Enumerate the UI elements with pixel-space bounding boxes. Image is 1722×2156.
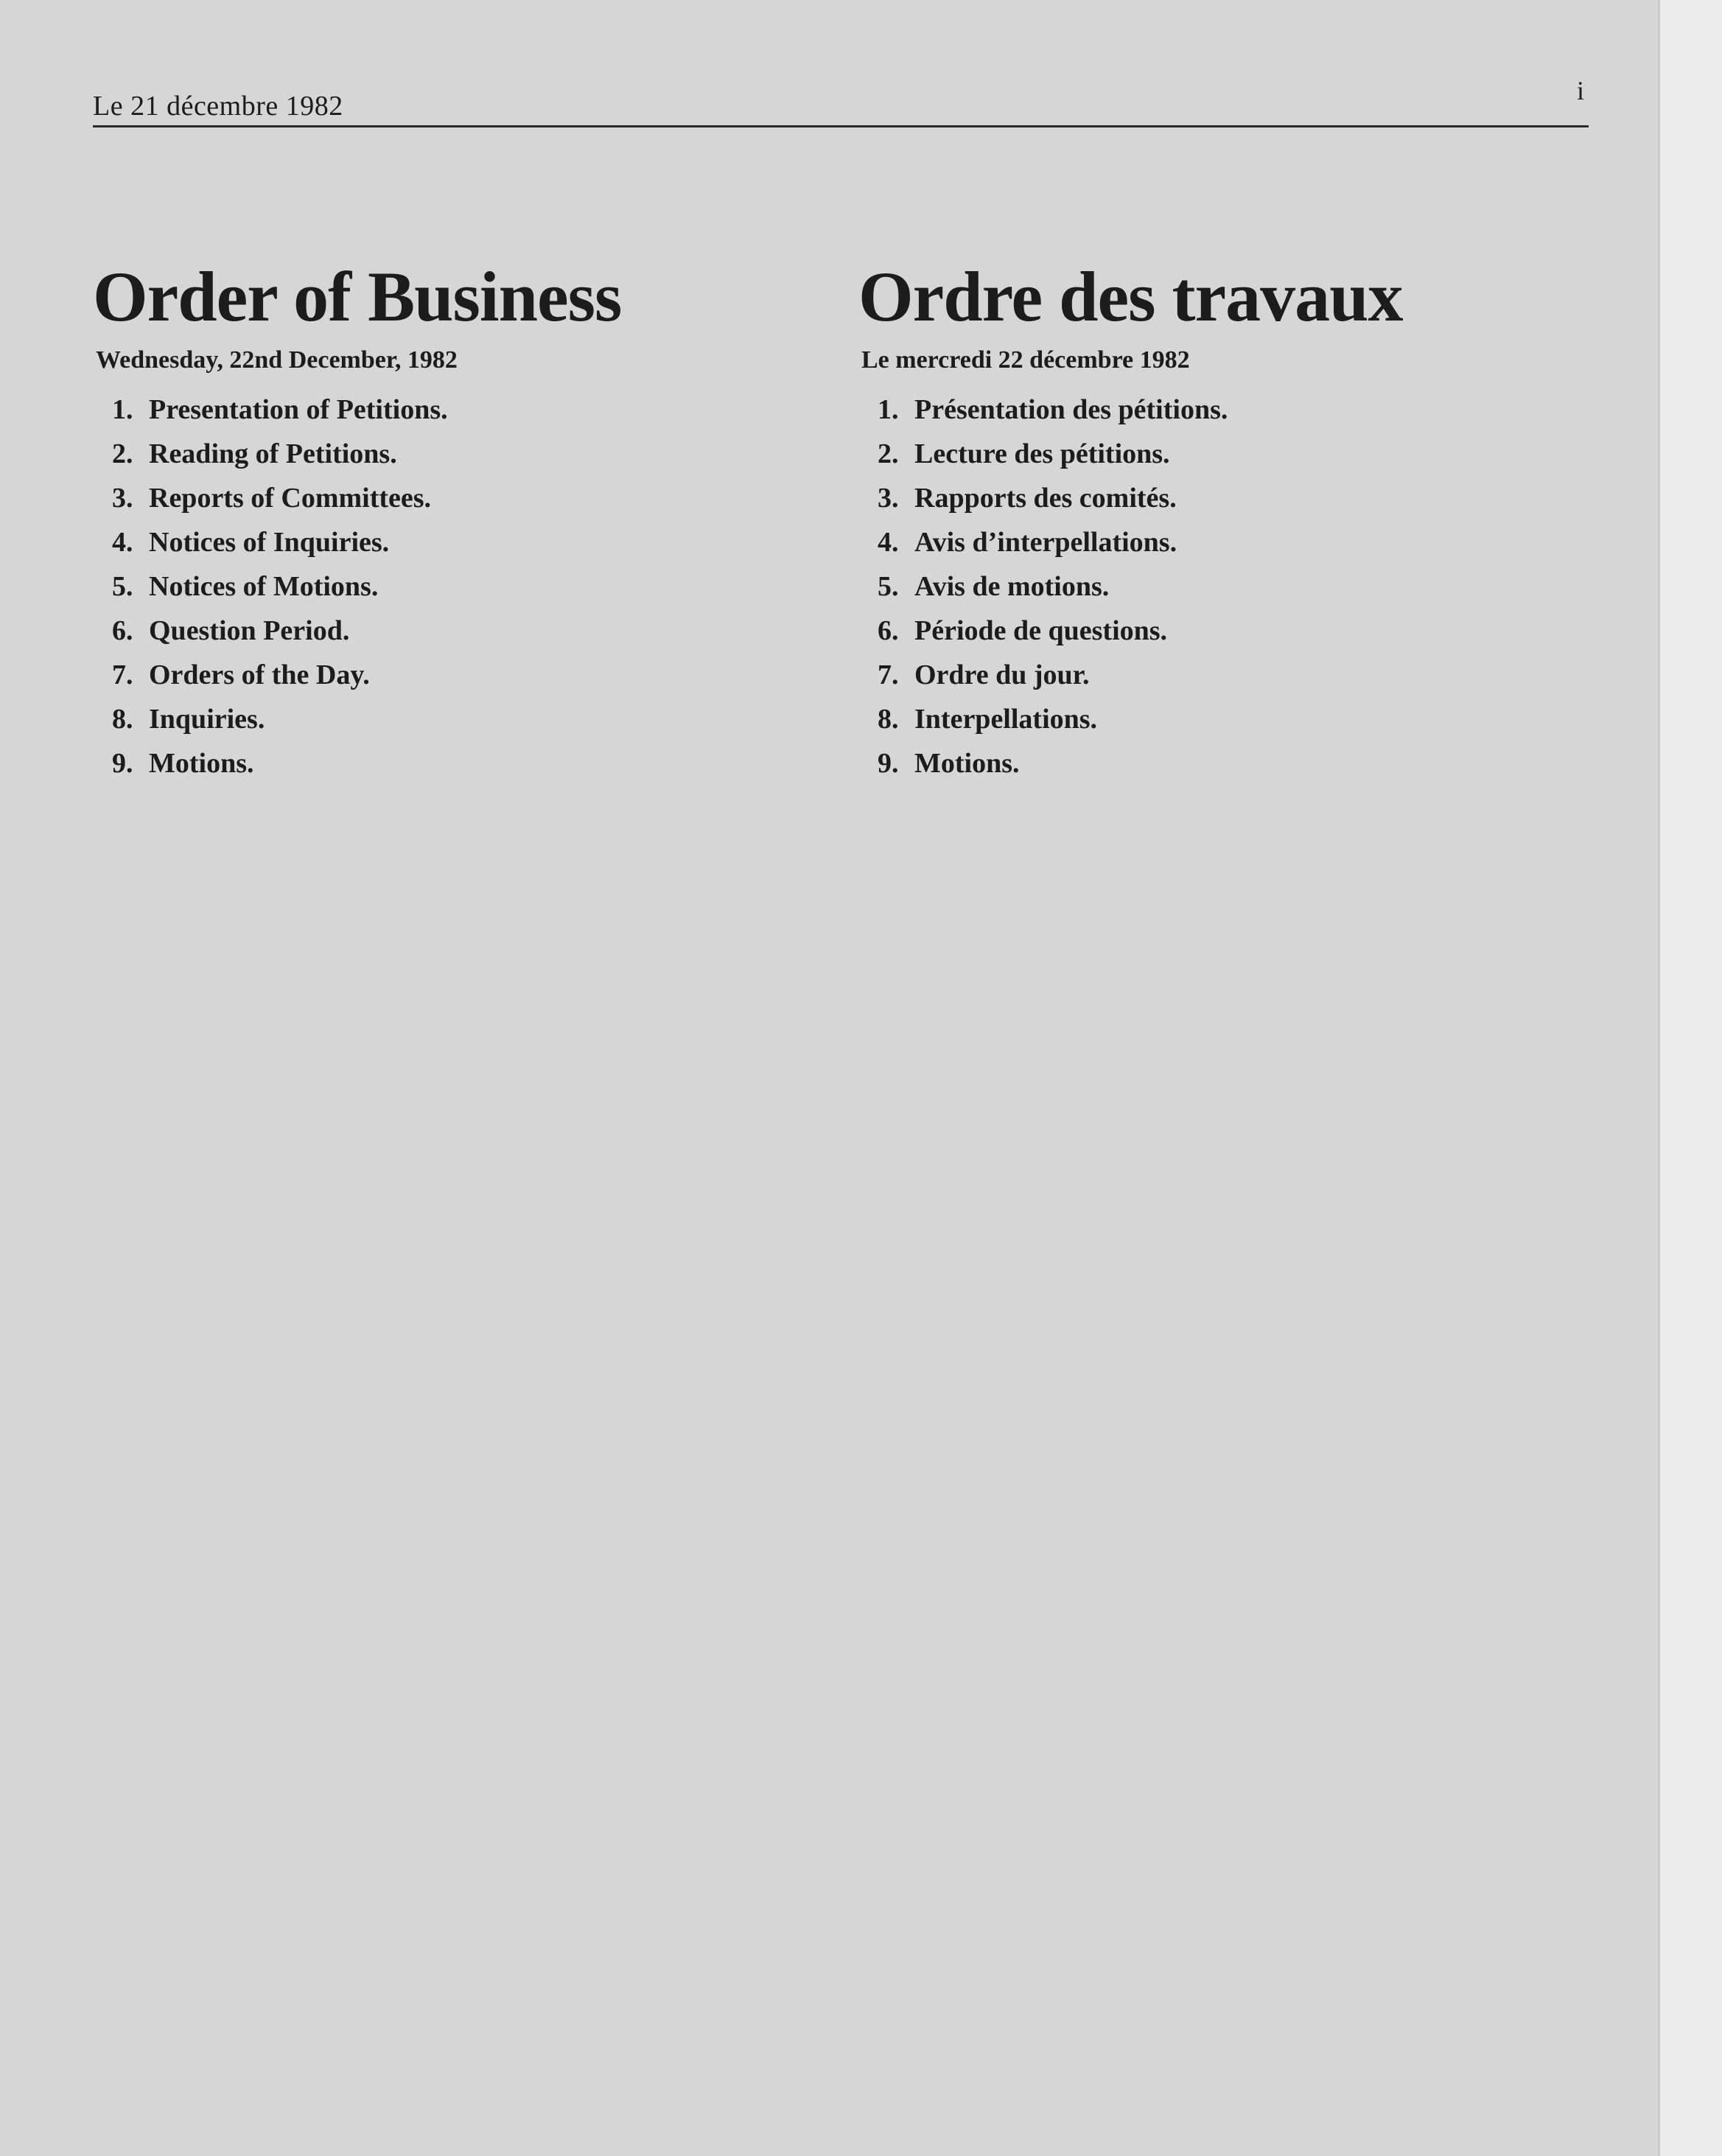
english-item (93, 476, 621, 520)
french-column (858, 256, 1402, 785)
item-number: 1. (112, 394, 133, 425)
item-number: 6. (878, 615, 899, 646)
item-number: 4. (112, 527, 133, 558)
french-item (858, 609, 1402, 653)
item-number: 3. (112, 483, 133, 514)
french-order-list (858, 388, 1402, 785)
english-item (93, 520, 621, 564)
item-number: 5. (112, 571, 133, 602)
english-order-list (93, 388, 621, 785)
english-item (93, 697, 621, 741)
item-number: 2. (112, 438, 133, 469)
item-number: 7. (112, 659, 133, 690)
item-label: Question Period. (149, 615, 350, 646)
item-label: Rapports des comités. (914, 483, 1177, 514)
item-label: Orders of the Day. (149, 659, 370, 690)
english-column (93, 256, 621, 785)
item-number: 9. (112, 748, 133, 779)
item-label: Présentation des pétitions. (914, 394, 1228, 425)
english-item (93, 432, 621, 476)
header-rule (93, 125, 1589, 127)
item-label: Avis d’interpellations. (914, 527, 1177, 558)
french-item (858, 564, 1402, 609)
english-date: Wednesday, 22nd December, 1982 (96, 346, 458, 374)
item-number: 7. (878, 659, 899, 690)
english-item (93, 653, 621, 697)
page-edge (1658, 0, 1722, 2156)
item-number: 9. (878, 748, 899, 779)
item-number: 5. (878, 571, 899, 602)
item-number: 8. (112, 704, 133, 735)
item-label: Avis de motions. (914, 571, 1110, 602)
item-label: Reports of Committees. (149, 483, 432, 514)
item-label: Motions. (149, 748, 254, 779)
item-label: Notices of Inquiries. (149, 527, 390, 558)
item-label: Période de questions. (914, 615, 1168, 646)
english-item (93, 564, 621, 609)
french-item (858, 741, 1402, 785)
item-label: Lecture des pétitions. (914, 438, 1170, 469)
item-label: Reading of Petitions. (149, 438, 397, 469)
item-label: Presentation of Petitions. (149, 394, 448, 425)
french-item (858, 388, 1402, 432)
page-number: i (1577, 76, 1585, 105)
english-item (93, 609, 621, 653)
item-label: Interpellations. (914, 704, 1098, 735)
french-item (858, 432, 1402, 476)
english-title: Order of Business (93, 257, 622, 336)
english-item (93, 388, 621, 432)
item-label: Motions. (914, 748, 1020, 779)
french-item (858, 520, 1402, 564)
running-head: Le 21 décembre 1982 (93, 91, 343, 122)
item-number: 4. (878, 527, 899, 558)
item-number: 2. (878, 438, 899, 469)
french-title: Ordre des travaux (858, 257, 1403, 336)
french-date: Le mercredi 22 décembre 1982 (861, 346, 1190, 374)
item-label: Ordre du jour. (914, 659, 1090, 690)
item-number: 3. (878, 483, 899, 514)
item-label: Notices of Motions. (149, 571, 379, 602)
item-label: Inquiries. (149, 704, 265, 735)
item-number: 6. (112, 615, 133, 646)
french-item (858, 653, 1402, 697)
item-number: 1. (878, 394, 899, 425)
english-item (93, 741, 621, 785)
french-item (858, 697, 1402, 741)
item-number: 8. (878, 704, 899, 735)
french-item (858, 476, 1402, 520)
